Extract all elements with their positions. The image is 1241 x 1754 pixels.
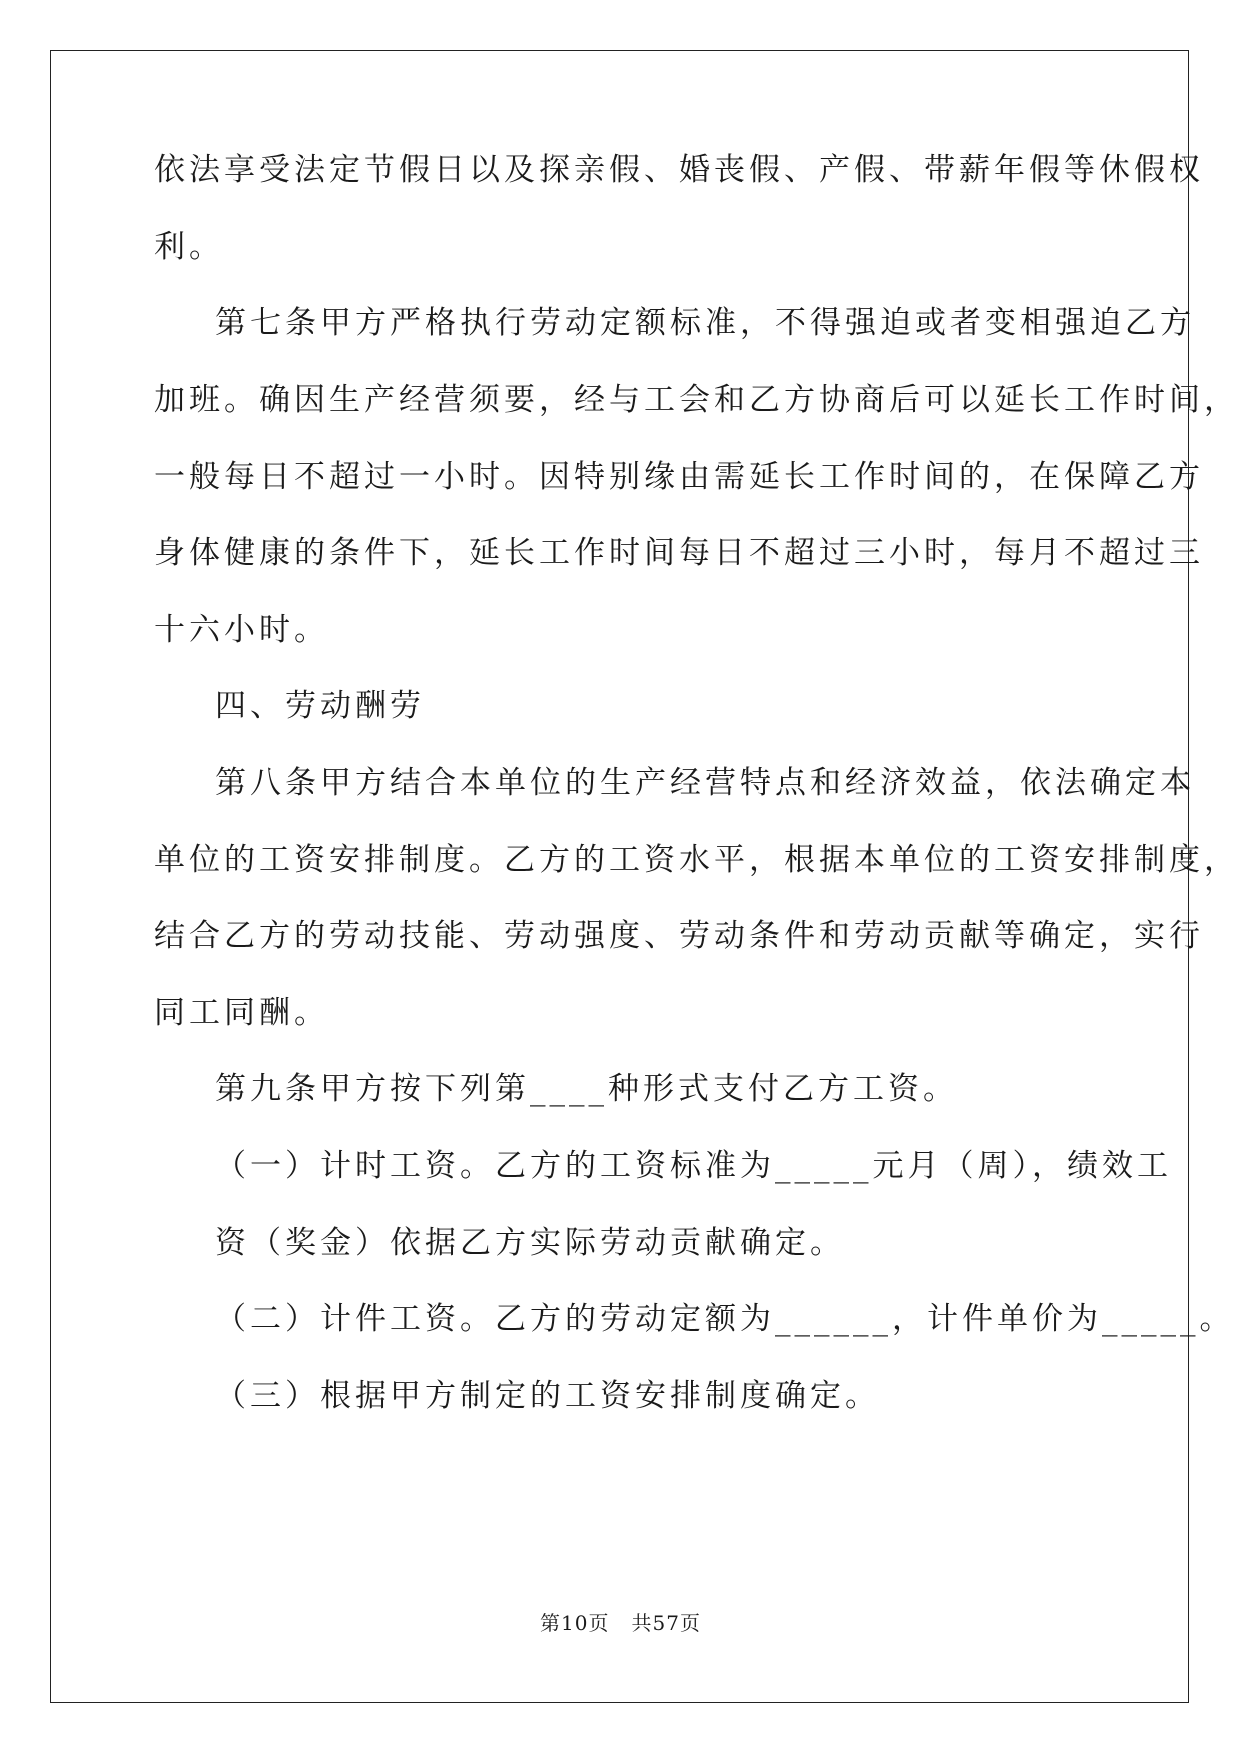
page-total: 共57页 bbox=[631, 1611, 701, 1635]
text-line: 第七条甲方严格执行劳动定额标准，不得强迫或者变相强迫乙方 bbox=[215, 305, 1195, 341]
text-line: 十六小时。 bbox=[154, 612, 329, 648]
text-line: （三）根据甲方制定的工资安排制度确定。 bbox=[215, 1378, 880, 1414]
text-line: 第八条甲方结合本单位的生产经营特点和经济效益，依法确定本 bbox=[215, 765, 1195, 801]
section-heading: 四、劳动酬劳 bbox=[215, 688, 425, 724]
text-line: 利。 bbox=[154, 229, 224, 265]
text-line: 资（奖金）依据乙方实际劳动贡献确定。 bbox=[215, 1225, 845, 1261]
text-line: 单位的工资安排制度。乙方的工资水平，根据本单位的工资安排制度， bbox=[154, 842, 1239, 878]
text-line: 结合乙方的劳动技能、劳动强度、劳动条件和劳动贡献等确定，实行 bbox=[154, 918, 1204, 954]
text-line: 加班。确因生产经营须要，经与工会和乙方协商后可以延长工作时间， bbox=[154, 382, 1239, 418]
page-number: 第10页 bbox=[540, 1611, 610, 1635]
text-line: （二）计件工资。乙方的劳动定额为______，计件单价为_____。 bbox=[215, 1301, 1235, 1337]
text-line: 依法享受法定节假日以及探亲假、婚丧假、产假、带薪年假等休假权 bbox=[154, 152, 1204, 188]
text-line: 一般每日不超过一小时。因特别缘由需延长工作时间的，在保障乙方 bbox=[154, 459, 1204, 495]
text-line: 第九条甲方按下列第____种形式支付乙方工资。 bbox=[215, 1071, 958, 1107]
text-line: 同工同酬。 bbox=[154, 995, 329, 1031]
text-line: 身体健康的条件下，延长工作时间每日不超过三小时，每月不超过三 bbox=[154, 535, 1204, 571]
text-line: （一）计时工资。乙方的工资标准为_____元月（周），绩效工 bbox=[215, 1148, 1172, 1184]
page-footer bbox=[0, 1607, 1241, 1636]
